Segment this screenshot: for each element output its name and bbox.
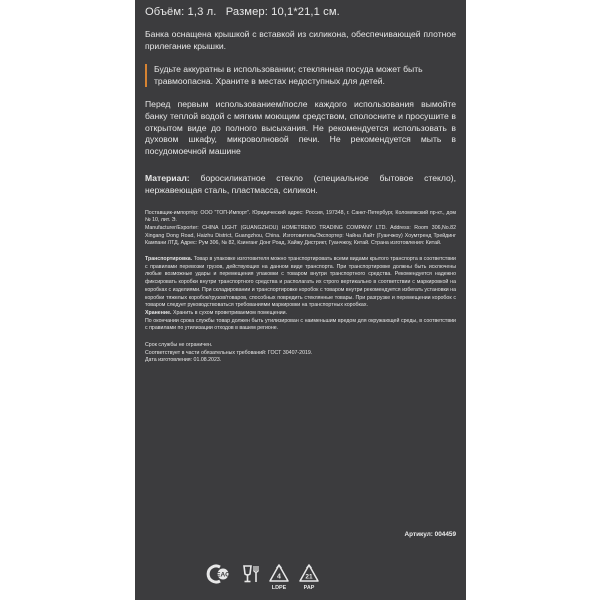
volume-text: Объём: 1,3 л. xyxy=(145,6,217,18)
storage-text: Хранить в сухом проветриваемом помещении. xyxy=(172,309,288,316)
eac-icon xyxy=(205,563,233,585)
storage-label: Хранение. xyxy=(145,309,172,316)
size-text: Размер: 10,1*21,1 см. xyxy=(225,6,340,18)
manufacturer-text: Manufacturer/Exporter: CHINA LIGHT (GUANGZHOU) HOMETRENO TRADING COMPANY LTD. Address: Room 306,No.82 Xingang Dong Road, Haizhu District, Guangzhou, China. Изготовитель/Экспортер: Чайна Лайт (Гуанчжоу) Хоумтренд Трейдинг Кампани ЛТД, Адрес: Рум 306, № 82, Кзинганг Донг Роад, Хайжу Дистрикт, Гуанчжоу, Китай. Страна изготовления: Китай. xyxy=(145,224,456,247)
material-text: боросиликатное стекло (специальное бытовое стекло), нержавеющая сталь, пластмасса, силикон. xyxy=(145,173,457,195)
transport-label: Транспортировка. xyxy=(145,256,193,263)
pap-label: PAP xyxy=(303,585,315,591)
article-number: Артикул: 004459 xyxy=(404,531,456,538)
importer-text: Поставщик-импортёр: ООО “ТОП-Импорт”. Юридический адрес: Россия, 197348, г. Санкт-Петербург, Коломяжский пр-кт., дом № 10, лит. Э. xyxy=(145,209,456,224)
ldpe-number: 4 xyxy=(277,573,281,581)
product-title xyxy=(145,6,456,18)
certification-icons xyxy=(205,563,405,597)
transport-text: Товар в упаковке изготовителя можно транспортировать всеми видами крытого транспорта в соответствии с правилами перевозки грузов, действующих на данном виде транспорта. При транспортировке должны быть исключены любые возможные удары и перемещения упаковки с товаром внутри транспортного средства. Рекомендуется надежно фиксировать коробки внутри транспортного средства и располагать их строго вертикально в соответствии с маркировкой на коробках с изделиями. При складировании и транспортировке коробок с товаром внутри рекомендуется избегать установки на коробки тяжелых коробок/грузов/товаров, способных повредить стеклянные товары. При разгрузке и перемещении коробок с товаром следует руководствоваться требованиями маркировки на транспортных коробках. xyxy=(145,256,456,309)
warning-text: Будьте аккуратны в использовании; стеклянная посуда может быть травмоопасна. Храните в местах недоступных для детей. xyxy=(154,64,423,86)
warning-block xyxy=(145,64,456,87)
service-life-text: Срок службы не ограничен. xyxy=(145,342,213,349)
care-paragraph: Перед первым использованием/после каждого использования вымойте банку теплой водой с мягким моющим средством, сполосните и просушите в открытом виде до полного высыхания. Не рекомендуется использовать в духовом шкафу, микроволновой печи. Не рекомендуется мыть в посудомоечной машине xyxy=(145,99,456,156)
compliance-text: Соответствует в части обязательных требований: ГОСТ 30407-2019. xyxy=(145,349,313,356)
product-info-panel xyxy=(135,0,466,600)
pap-number: 21 xyxy=(305,573,313,581)
storage-paragraph xyxy=(145,310,456,318)
eac-label: EAC xyxy=(216,571,230,579)
material-paragraph xyxy=(145,173,456,196)
transport-paragraph xyxy=(145,256,456,310)
recycling-ldpe-icon xyxy=(267,563,291,591)
glass-fork-icon xyxy=(240,563,262,585)
lid-paragraph: Банка оснащена крышкой с вставкой из силикона, обеспечивающей плотное прилегание крышки. xyxy=(145,29,456,51)
material-label: Материал: xyxy=(145,173,190,184)
disposal-text: По окончании срока службы товар должен быть утилизирован с наименьшим вредом для окружающей среды, в соответствии с правилами по утилизации отходов в вашем регионе. xyxy=(145,317,456,332)
manufacture-date-text: Дата изготовления: 01.08.2023. xyxy=(145,357,222,364)
recycling-pap-icon xyxy=(297,563,321,591)
ldpe-label: LDPE xyxy=(271,585,287,591)
